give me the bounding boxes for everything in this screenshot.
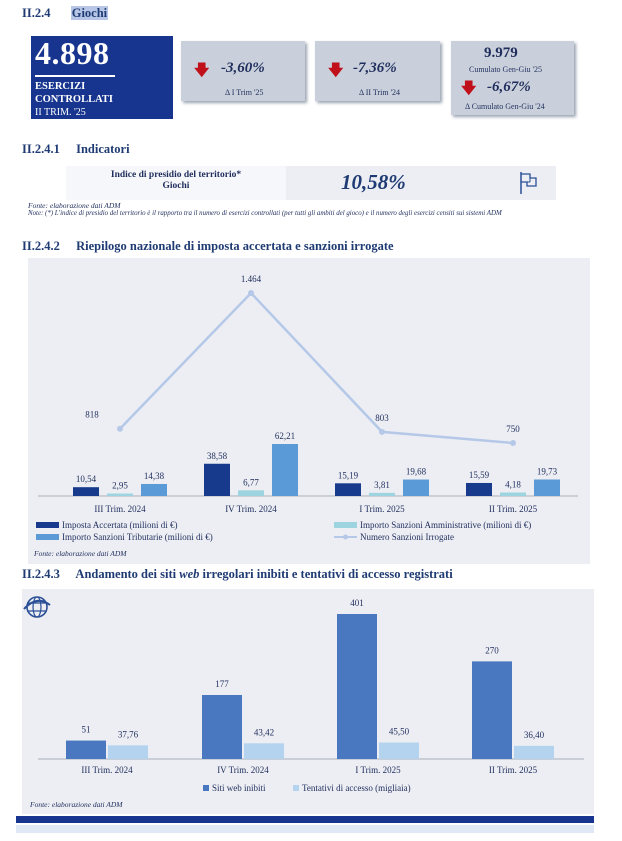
kpi-card-delta-ii-trim bbox=[315, 41, 440, 101]
category-label: III Trim. 2024 bbox=[81, 765, 133, 775]
chart-siti-web bbox=[22, 589, 594, 814]
category-label: IV Trim. 2024 bbox=[225, 504, 277, 514]
kpi-main-value: 4.898 bbox=[35, 35, 110, 71]
line-value-label: 1.464 bbox=[240, 274, 262, 284]
bar-tributarie bbox=[403, 480, 429, 496]
bar-value-label: 19,68 bbox=[405, 466, 427, 477]
bar-siti-inibiti bbox=[472, 661, 512, 759]
chart2-title-post: irregolari inibiti e tentativi di accesso registrati bbox=[202, 567, 453, 581]
kpi-cum-delta-label: Δ Cumulato Gen-Giu '24 bbox=[465, 102, 545, 111]
section-title: Giochi bbox=[71, 6, 108, 20]
indicatori-note: Note: (*) L'indice di presidio del territorio è il rapporto tra il numero di esercizi controllati (per tutti gli ambiti del gioco) e il numero degli esercizi censiti sui sistemi ADM bbox=[28, 210, 502, 217]
indicatori-label-2: Giochi bbox=[162, 181, 190, 191]
indicatori-value: 10,58% bbox=[341, 170, 406, 194]
flag-icon bbox=[517, 170, 539, 196]
legend-swatch-imposta bbox=[36, 522, 59, 528]
bar-tentativi-accesso bbox=[244, 743, 284, 759]
line-point bbox=[117, 426, 123, 432]
category-label: II Trim. 2025 bbox=[488, 504, 538, 514]
chart-imposta-sanzioni bbox=[28, 258, 590, 564]
line-point bbox=[248, 290, 254, 296]
line-value-label: 818 bbox=[85, 409, 99, 420]
chart2-title-pre: Andamento dei siti bbox=[75, 567, 177, 581]
category-label: I Trim. 2025 bbox=[359, 504, 405, 514]
legend-swatch-tributarie bbox=[36, 534, 59, 540]
bar-amministrative bbox=[107, 494, 133, 496]
bar-value-label: 43,42 bbox=[253, 727, 275, 738]
chart2-source: Fonte: elaborazione dati ADM bbox=[30, 800, 123, 809]
bar-tributarie bbox=[534, 480, 560, 496]
category-label: III Trim. 2024 bbox=[94, 504, 146, 514]
legend-swatch-tentativi bbox=[293, 785, 299, 791]
legend-imposta: Imposta Accertata (milioni di €) bbox=[62, 520, 178, 530]
bar-value-label: 2,95 bbox=[112, 480, 128, 491]
kpi-main-label-2: CONTROLLATI bbox=[35, 94, 113, 105]
legend-marker-numero bbox=[343, 535, 348, 540]
bar-siti-inibiti bbox=[66, 741, 106, 759]
kpi-card-cumulato bbox=[451, 41, 574, 115]
legend-numero: Numero Sanzioni Irrogate bbox=[360, 532, 454, 542]
bar-amministrative bbox=[500, 493, 526, 496]
indicatori-source: Fonte: elaborazione dati ADM bbox=[28, 201, 121, 210]
footer-bar-light bbox=[16, 825, 594, 833]
kpi-card-label: Δ I Trim '25 bbox=[225, 88, 264, 97]
bar-tentativi-accesso bbox=[108, 745, 148, 759]
bar-imposta bbox=[73, 487, 99, 496]
bar-value-label: 401 bbox=[350, 598, 364, 608]
indicatori-label bbox=[66, 170, 286, 192]
kpi-card-pct: -7,36% bbox=[353, 60, 397, 76]
legend-swatch-amministrative bbox=[334, 522, 357, 528]
footer-bar bbox=[16, 816, 594, 823]
bar-amministrative bbox=[238, 490, 264, 496]
bar-value-label: 36,40 bbox=[523, 729, 545, 740]
chart1-title: Riepilogo nazionale di imposta accertata e sanzioni irrogate bbox=[76, 239, 394, 253]
bar-value-label: 51 bbox=[81, 724, 91, 735]
legend-amministrative: Importo Sanzioni Amministrative (milioni di €) bbox=[360, 520, 532, 530]
line-value-label: 750 bbox=[506, 424, 520, 434]
category-label: I Trim. 2025 bbox=[355, 765, 401, 775]
line-value-label: 803 bbox=[375, 412, 389, 423]
chart1-number: II.2.4.2 bbox=[22, 239, 60, 253]
bar-value-label: 37,76 bbox=[117, 729, 139, 740]
bar-value-label: 4,18 bbox=[505, 479, 521, 490]
category-label: II Trim. 2025 bbox=[488, 765, 538, 775]
indicatori-number: II.2.4.1 bbox=[22, 142, 60, 156]
legend-tributarie: Importo Sanzioni Tributarie (milioni di €) bbox=[62, 532, 213, 542]
bar-siti-inibiti bbox=[337, 614, 377, 759]
kpi-card-pct: -3,60% bbox=[221, 60, 265, 76]
bar-imposta bbox=[204, 464, 230, 496]
kpi-cum-label: Cumulato Gen-Giu '25 bbox=[469, 65, 542, 74]
down-arrow-icon: 🡇 bbox=[328, 63, 344, 79]
indicatori-heading bbox=[22, 142, 130, 157]
bar-tributarie bbox=[272, 444, 298, 496]
bar-value-label: 270 bbox=[485, 645, 499, 656]
down-arrow-icon: 🡇 bbox=[194, 63, 210, 79]
bar-value-label: 10,54 bbox=[75, 474, 97, 485]
chart2-title-em: web bbox=[179, 567, 200, 581]
line-point bbox=[379, 429, 385, 435]
kpi-cum-pct: -6,67% bbox=[487, 79, 531, 95]
bar-tentativi-accesso bbox=[379, 743, 419, 759]
kpi-main-period: II TRIM. '25 bbox=[35, 107, 86, 118]
kpi-cum-value: 9.979 bbox=[484, 45, 518, 61]
section-number: II.2.4 bbox=[22, 6, 51, 20]
bar-value-label: 19,73 bbox=[536, 466, 558, 477]
bar-amministrative bbox=[369, 493, 395, 496]
chart1-source: Fonte: elaborazione dati ADM bbox=[34, 549, 127, 558]
legend-siti: Siti web inibiti bbox=[212, 783, 266, 793]
legend-tentativi: Tentativi di accesso (migliaia) bbox=[302, 783, 411, 793]
indicatori-title: Indicatori bbox=[76, 142, 130, 156]
bar-siti-inibiti bbox=[202, 695, 242, 759]
chart2-heading bbox=[22, 567, 453, 582]
bar-value-label: 6,77 bbox=[243, 477, 259, 488]
indicatori-box bbox=[66, 166, 556, 200]
kpi-underline bbox=[35, 75, 115, 77]
bar-imposta bbox=[466, 483, 492, 496]
bar-value-label: 15,59 bbox=[468, 469, 490, 480]
bar-tentativi-accesso bbox=[514, 746, 554, 759]
legend-swatch-siti bbox=[203, 785, 209, 791]
bar-value-label: 3,81 bbox=[374, 479, 390, 490]
indicatori-label-1: Indice di presidio del territorio* bbox=[110, 170, 242, 180]
category-label: IV Trim. 2024 bbox=[217, 765, 269, 775]
down-arrow-icon: 🡇 bbox=[461, 81, 477, 97]
kpi-esercizi-controllati bbox=[31, 36, 173, 119]
chart2-legend bbox=[203, 783, 411, 793]
bar-value-label: 38,58 bbox=[206, 450, 228, 461]
kpi-card-label: Δ II Trim '24 bbox=[359, 88, 401, 97]
chart2-number: II.2.4.3 bbox=[22, 567, 60, 581]
chart1-heading bbox=[22, 239, 394, 254]
line-point bbox=[510, 440, 516, 446]
bar-value-label: 14,38 bbox=[143, 470, 165, 481]
bar-value-label: 45,50 bbox=[388, 726, 410, 737]
bar-value-label: 177 bbox=[215, 678, 229, 689]
bar-imposta bbox=[335, 483, 361, 496]
kpi-card-delta-i-trim bbox=[181, 41, 305, 101]
bar-value-label: 62,21 bbox=[274, 431, 296, 441]
kpi-main-label-1: ESERCIZI bbox=[35, 81, 86, 92]
bar-tributarie bbox=[141, 484, 167, 496]
bar-value-label: 15,19 bbox=[337, 470, 359, 481]
section-heading bbox=[22, 6, 108, 21]
chart1-background bbox=[28, 258, 590, 564]
